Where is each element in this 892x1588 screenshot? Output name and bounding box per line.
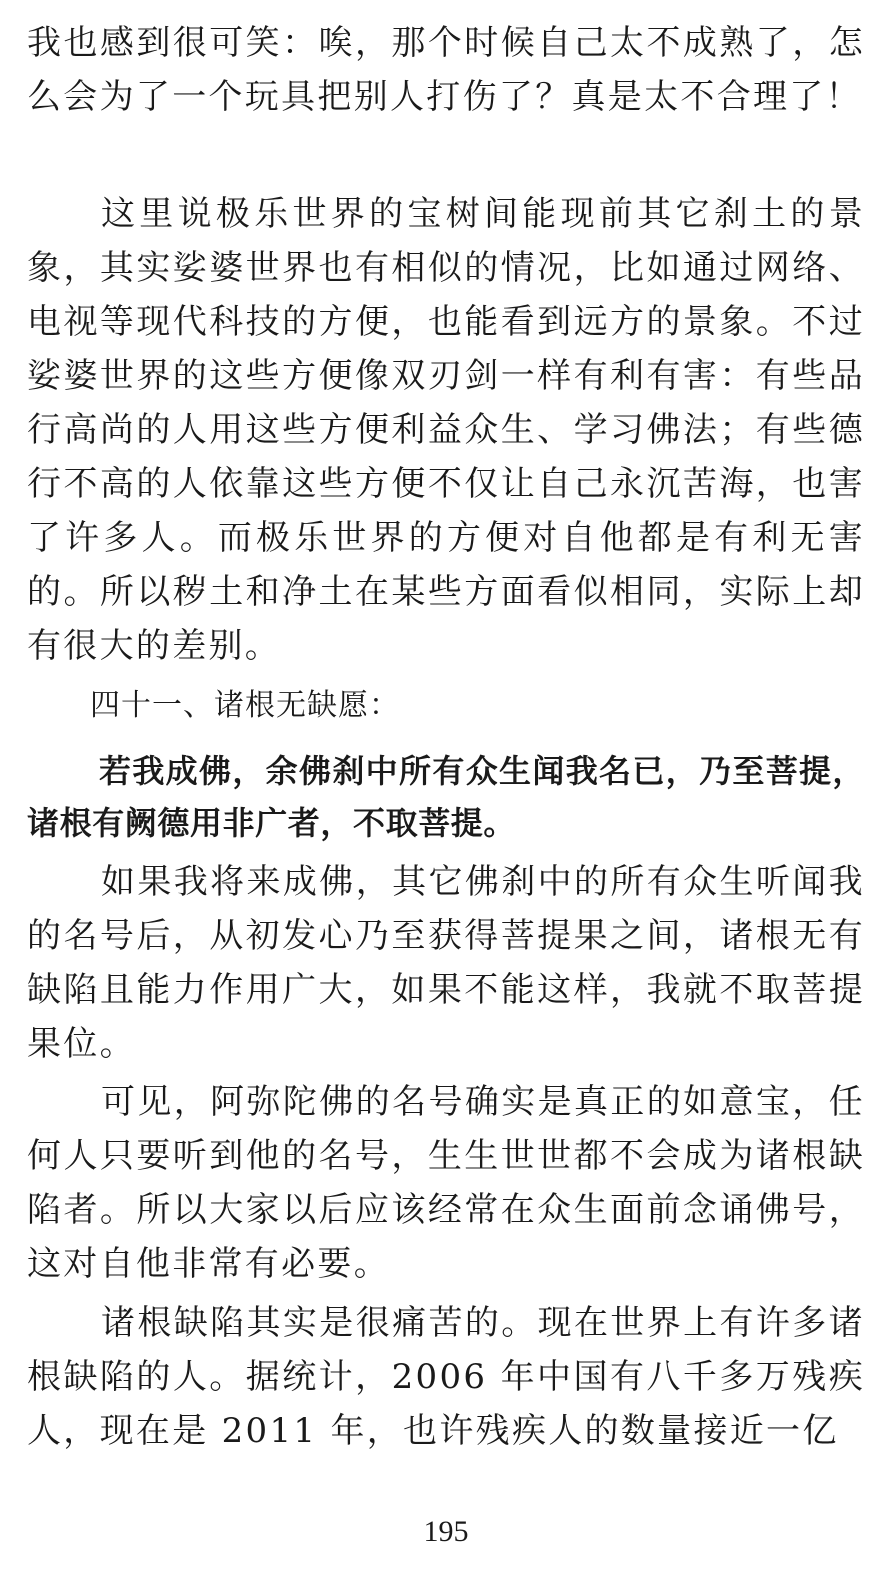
paragraph-continuation: 我也感到很可笑：唉，那个时候自己太不成熟了，怎么会为了一个玩具把别人打伤了？真是太不合理了！ [27, 23, 865, 117]
paragraph-disability-statistics: 诸根缺陷其实是很痛苦的。现在世界上有许多诸根缺陷的人。据统计，2006 年中国有八千多万残疾人，现在是 2011 年，也许残疾人的数量接近一亿 [27, 1303, 865, 1451]
vow-text: 若我成佛，余佛刹中所有众生闻我名已，乃至菩提，诸根有阙德用非广者，不取菩提。 [27, 752, 865, 842]
paragraph-name-as-jewel: 可见，阿弥陀佛的名号确实是真正的如意宝，任何人只要听到他的名号，生生世世都不会成为诸根缺陷者。所以大家以后应该经常在众生面前念诵佛号，这对自他非常有必要。 [27, 1082, 865, 1284]
paragraph-pure-land-comparison: 这里说极乐世界的宝树间能现前其它刹土的景象，其实娑婆世界也有相似的情况，比如通过网络、电视等现代科技的方便，也能看到远方的景象。不过娑婆世界的这些方便像双刃剑一样有利有害：有些品行高尚的人用这些方便利益众生、学习佛法；有些德行不高的人依靠这些方便不仅让自己永沉苦海，也害了许多人。而极乐世界的方便对自他都是有利无害的。所以秽土和净土在某些方面看似相同，实际上却有很大的差别。 [27, 194, 865, 666]
section-heading: 四十一、诸根无缺愿： [90, 688, 400, 723]
page-number: 195 [423, 1515, 469, 1548]
paragraph-vow-explanation: 如果我将来成佛，其它佛刹中的所有众生听闻我的名号后，从初发心乃至获得菩提果之间，诸根无有缺陷且能力作用广大，如果不能这样，我就不取菩提果位。 [27, 862, 865, 1064]
